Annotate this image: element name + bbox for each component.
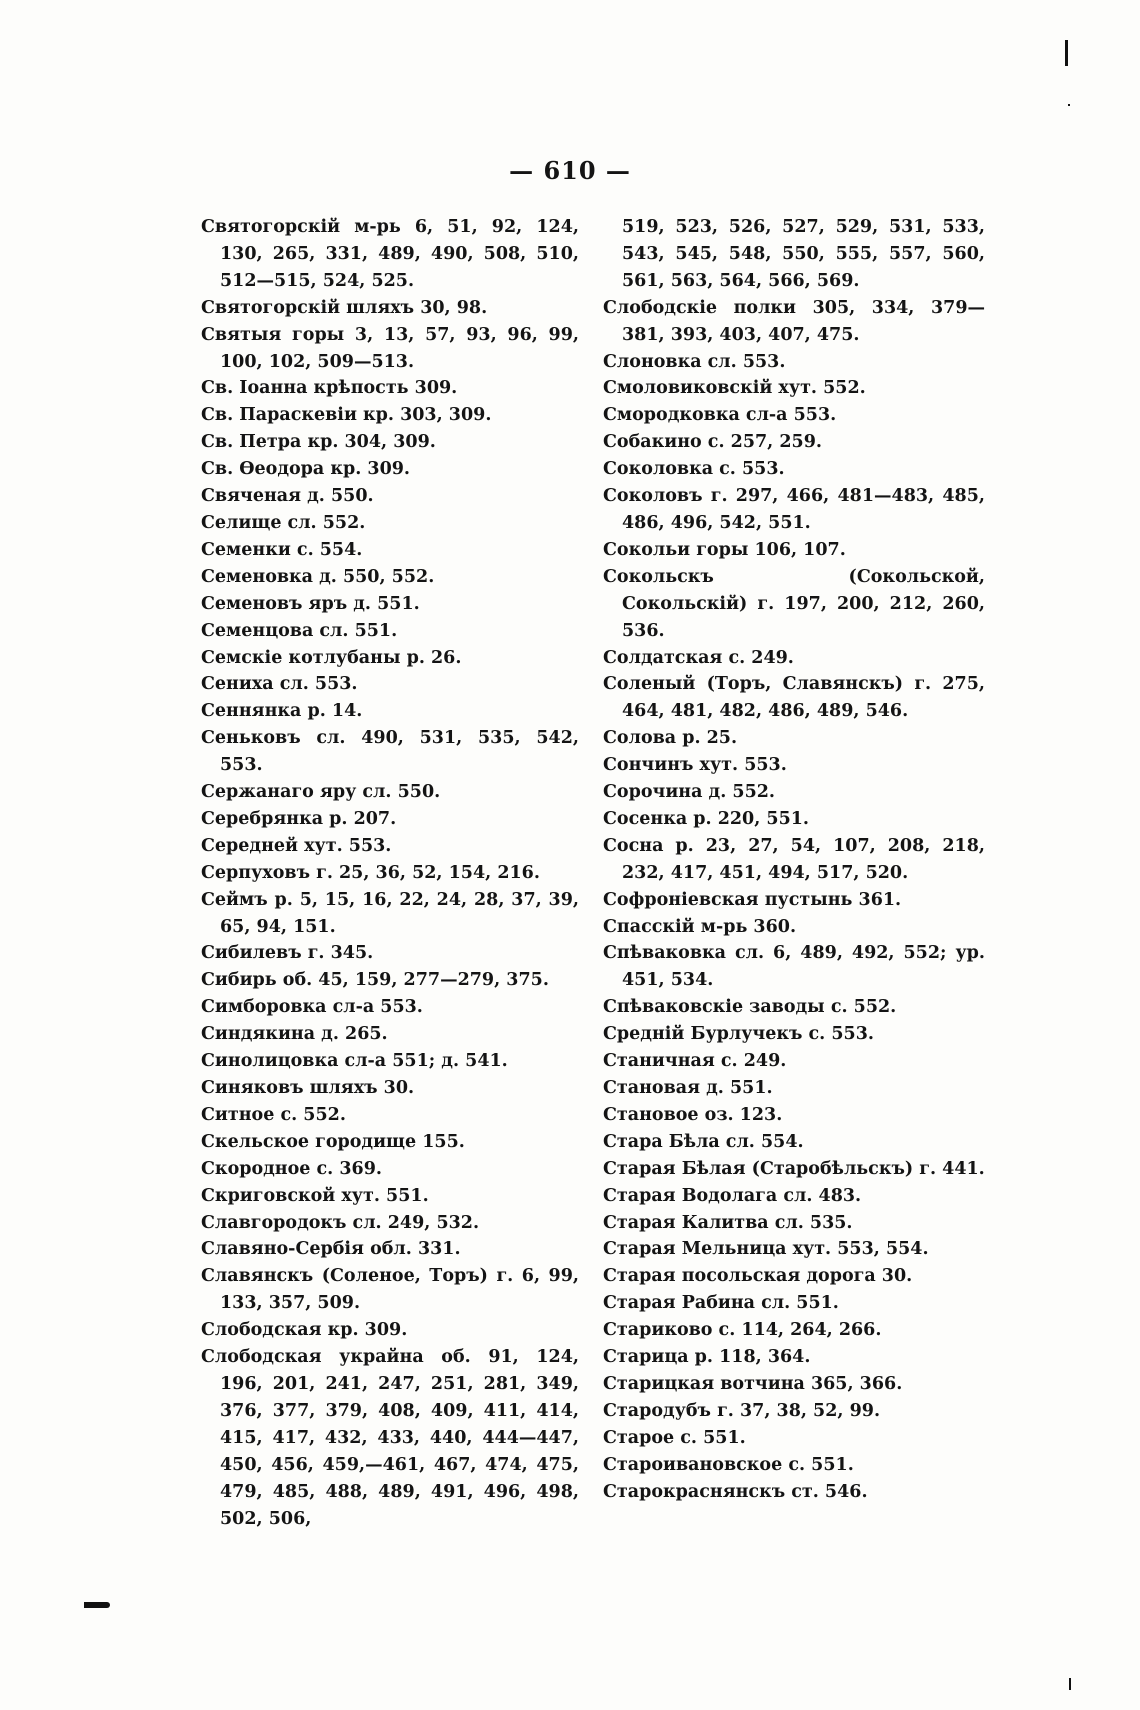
index-entry: Старая Мельница хут. 553, 554.: [603, 1239, 929, 1260]
index-entry: Сеннянка р. 14.: [201, 701, 363, 722]
index-entry: Спасскій м-рь 360.: [603, 916, 797, 937]
index-entry: Св. Өеодора кр. 309.: [201, 459, 411, 480]
scan-mark-left: [84, 1602, 110, 1608]
index-entry: Стародубъ г. 37, 38, 52, 99.: [603, 1400, 881, 1421]
index-entry: Становое оз. 123.: [603, 1104, 783, 1125]
index-entry: Соленый (Торъ, Славянскъ) г. 275, 464, 481, 482, 486, 489, 546.: [603, 674, 985, 722]
index-entry: Серебрянка р. 207.: [201, 808, 397, 829]
index-entry: Серпуховъ г. 25, 36, 52, 154, 216.: [201, 862, 540, 883]
index-entry: Старокраснянскъ ст. 546.: [603, 1481, 868, 1502]
index-entry: Сибирь об. 45, 159, 277—279, 375.: [201, 970, 549, 991]
index-entry: Стариково с. 114, 264, 266.: [603, 1320, 882, 1341]
index-entry: Собакино с. 257, 259.: [603, 432, 822, 453]
index-entry: Синяковъ шляхъ 30.: [201, 1078, 415, 1098]
index-entry: Солдатская с. 249.: [603, 647, 794, 668]
index-entry: Старая Рабина сл. 551.: [603, 1293, 839, 1314]
index-entry: Св. Петра кр. 304, 309.: [201, 432, 436, 453]
index-entry: Семскіе котлубаны р. 26.: [201, 647, 462, 668]
index-entry: Ситное с. 552.: [201, 1104, 346, 1125]
index-column-right: [603, 214, 985, 1506]
index-entry: Свяченая д. 550.: [201, 486, 374, 507]
index-entry: Сибилевъ г. 345.: [201, 943, 374, 964]
index-entry: Сеньковъ сл. 490, 531, 535, 542, 553.: [201, 728, 579, 776]
index-entry: Сениха сл. 553.: [201, 674, 358, 695]
index-entry: Сеймъ р. 5, 15, 16, 22, 24, 28, 37, 39, 65, 94, 151.: [201, 889, 579, 937]
scan-mark-bottom-right: [1069, 1678, 1071, 1690]
index-entry: Сосна р. 23, 27, 54, 107, 208, 218, 232, 417, 451, 494, 517, 520.: [603, 835, 985, 883]
index-entry: Староивановское с. 551.: [603, 1454, 854, 1475]
index-entry: Старая Водолага сл. 483.: [603, 1185, 862, 1206]
index-entry: Спѣваковка сл. 6, 489, 492, 552; ур. 451, 534.: [603, 943, 985, 991]
index-entry: Святыя горы 3, 13, 57, 93, 96, 99, 100, 102, 509—513.: [201, 324, 579, 372]
index-entry: Семенцова сл. 551.: [201, 620, 398, 641]
page-number: — 610 —: [509, 156, 631, 185]
scan-mark-dot: [1068, 104, 1070, 106]
index-entry: Старая посольская дорога 30.: [603, 1266, 913, 1287]
index-entry: Славяно-Сербія обл. 331.: [201, 1239, 461, 1260]
scan-mark-top-right: [1065, 40, 1068, 66]
index-entry: Симборовка сл-а 553.: [201, 997, 423, 1018]
index-entry: Смородковка сл-а 553.: [603, 405, 837, 426]
index-entry: Славянскъ (Соленое, Торъ) г. 6, 99, 133, 357, 509.: [201, 1266, 579, 1314]
index-entry: Смоловиковскій хут. 552.: [603, 378, 866, 399]
index-entry: Слободская кр. 309.: [201, 1320, 408, 1341]
index-entry: Сорочина д. 552.: [603, 782, 776, 803]
index-entry: Синолицовка сл-а 551; д. 541.: [201, 1051, 508, 1072]
index-entry: Святогорскій шляхъ 30, 98.: [201, 297, 488, 318]
index-entry: Святогорскій м-рь 6, 51, 92, 124, 130, 265, 331, 489, 490, 508, 510, 512—515, 524, 525.: [201, 217, 579, 291]
index-entry: Середней хут. 553.: [201, 835, 392, 856]
index-entry: Сержанаго яру сл. 550.: [201, 782, 441, 803]
index-entry: Синдякина д. 265.: [201, 1024, 388, 1045]
index-entry: Скельское городище 155.: [201, 1131, 465, 1152]
index-entry: Семенки с. 554.: [201, 539, 363, 560]
index-entry: Славгородокъ сл. 249, 532.: [201, 1212, 480, 1233]
index-entry: Слоновка сл. 553.: [603, 351, 786, 372]
index-entry: Св. Іоанна крѣпость 309.: [201, 378, 458, 399]
index-entry: Старое с. 551.: [603, 1427, 746, 1448]
index-entry: Скородное с. 369.: [201, 1158, 382, 1179]
index-entry: Старая Калитва сл. 535.: [603, 1212, 853, 1233]
index-entry: Станичная с. 249.: [603, 1051, 787, 1072]
index-entry: Соколовка с. 553.: [603, 459, 785, 480]
index-entry: Соколовъ г. 297, 466, 481—483, 485, 486, 496, 542, 551.: [603, 486, 985, 533]
index-entry: Св. Параскевіи кр. 303, 309.: [201, 405, 492, 426]
index-entry: Спѣваковскіе заводы с. 552.: [603, 997, 897, 1018]
index-entry: Солова р. 25.: [603, 728, 738, 749]
index-entry: Сончинъ хут. 553.: [603, 755, 787, 776]
index-entry: Старица р. 118, 364.: [603, 1347, 811, 1368]
index-entry: Старая Бѣлая (Старобѣльскъ) г. 441.: [603, 1158, 985, 1179]
index-entry-continuation: 519, 523, 526, 527, 529, 531, 533, 543, 545, 548, 550, 555, 557, 560, 561, 563, 564, 566, 569.: [622, 217, 985, 291]
index-entry: Семеновка д. 550, 552.: [201, 566, 435, 587]
index-entry: Софроніевская пустынь 361.: [603, 889, 902, 910]
index-entry: Становая д. 551.: [603, 1078, 773, 1098]
index-column-left: [201, 214, 579, 1532]
index-entry: Слободскіе полки 305, 334, 379—381, 393, 403, 407, 475.: [603, 297, 985, 345]
index-entry: Слободская украйна об. 91, 124, 196, 201, 241, 247, 251, 281, 349, 376, 377, 379, 408, 409, 411, 414, 415, 417, 432, 433, 440, 444—447, 450, 456, 459,—461, 467, 474, 475, 479, 485, 488, 489, 491, 496, 498, 502, 506,: [201, 1347, 579, 1529]
index-entry: Селище сл. 552.: [201, 512, 366, 533]
index-entry: Средній Бурлучекъ с. 553.: [603, 1024, 874, 1045]
index-entry: Стара Бѣла сл. 554.: [603, 1131, 804, 1152]
index-entry: Сокольскъ (Сокольской, Сокольскій) г. 197, 200, 212, 260, 536.: [603, 566, 985, 641]
index-entry: Скриговской хут. 551.: [201, 1185, 429, 1206]
index-entry: Сосенка р. 220, 551.: [603, 808, 810, 829]
index-entry: Старицкая вотчина 365, 366.: [603, 1373, 903, 1394]
index-entry: Семеновъ яръ д. 551.: [201, 593, 420, 614]
index-entry: Сокольи горы 106, 107.: [603, 539, 846, 560]
